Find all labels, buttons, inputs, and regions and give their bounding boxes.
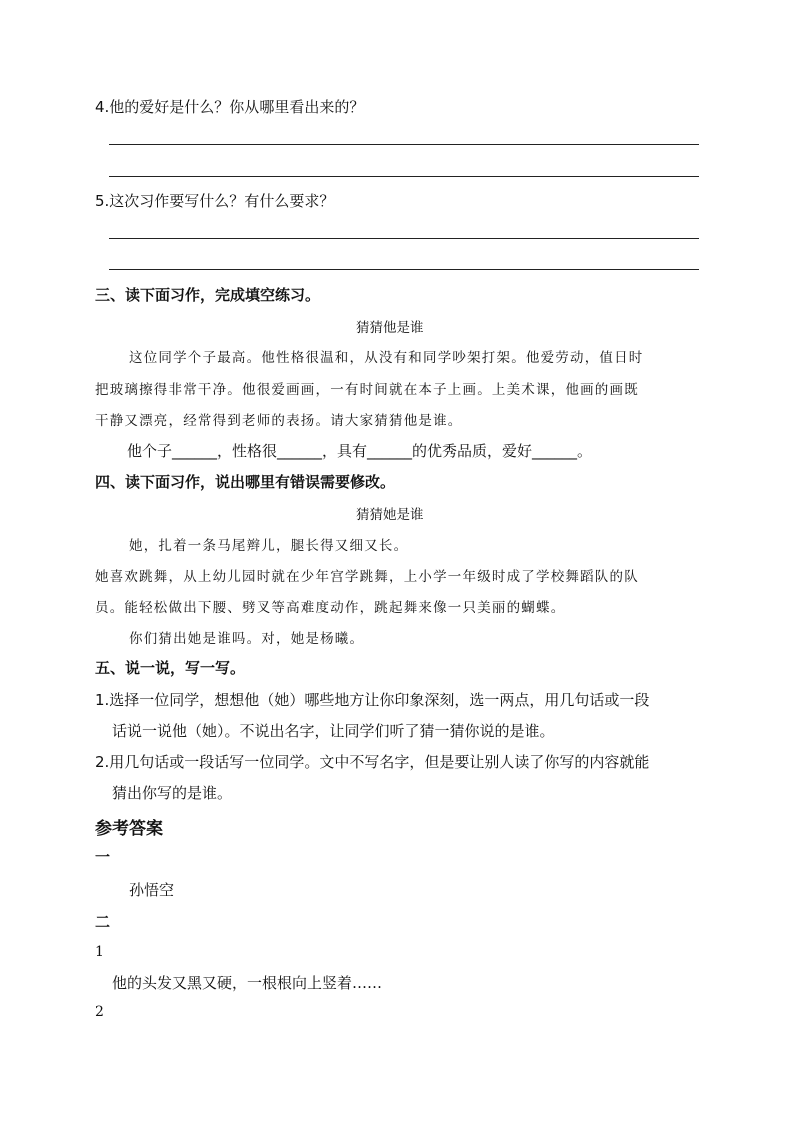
answer-item-number: 2 xyxy=(95,1004,104,1020)
essay-line: 她喜欢跳舞，从上幼儿园时就在少年宫学跳舞，上小学一年级时成了学校舞蹈队的队 xyxy=(95,569,639,585)
task-item-2-cont: 猜出你写的是谁。 xyxy=(112,784,233,802)
answer-line[interactable] xyxy=(109,144,699,145)
fill-in-blanks: 他个子______，性格很______，具有______的优秀品质，爱好______。 xyxy=(127,442,593,460)
essay-line: 你们猜出她是谁吗。对，她是杨曦。 xyxy=(129,631,365,647)
answer-part-1: 一 xyxy=(95,848,111,866)
answer-line[interactable] xyxy=(109,176,699,177)
question-5: 5.这次习作要写什么？有什么要求？ xyxy=(95,192,335,210)
essay-line: 她，扎着一条马尾辫儿，腿长得又细又长。 xyxy=(129,538,409,554)
section-5-heading: 五、说一说，写一写。 xyxy=(95,659,246,677)
answer-line[interactable] xyxy=(109,269,699,270)
essay-line: 员。能轻松做出下腰、劈叉等高难度动作，跳起舞来像一只美丽的蝴蝶。 xyxy=(95,600,566,616)
essay-line: 干静又漂亮，经常得到老师的表扬。请大家猜猜他是谁。 xyxy=(95,413,463,429)
answer-item-number: 1 xyxy=(95,944,104,960)
essay-title: 猜猜她是谁 xyxy=(356,507,424,523)
essay-line: 把玻璃擦得非常干净。他很爱画画，一有时间就在本子上画。上美术课，他画的画既 xyxy=(95,382,639,398)
answer-text: 他的头发又黑又硬，一根根向上竖着…… xyxy=(112,974,383,992)
answer-text: 孙悟空 xyxy=(129,881,175,899)
section-4-heading: 四、读下面习作，说出哪里有错误需要修改。 xyxy=(95,473,396,491)
essay-title: 猜猜他是谁 xyxy=(356,320,424,336)
task-item-1: 1.选择一位同学，想想他（她）哪些地方让你印象深刻，选一两点，用几句话或一段 xyxy=(95,691,650,709)
answer-line[interactable] xyxy=(109,238,699,239)
answer-part-2: 二 xyxy=(95,913,111,931)
answers-heading: 参考答案 xyxy=(95,819,163,839)
task-item-2: 2.用几句话或一段话写一位同学。文中不写名字，但是要让别人读了你写的内容就能 xyxy=(95,753,650,771)
section-3-heading: 三、读下面习作，完成填空练习。 xyxy=(95,286,321,304)
question-4: 4.他的爱好是什么？你从哪里看出来的？ xyxy=(95,98,365,116)
task-item-1-cont: 话说一说他（她）。不说出名字，让同学们听了猜一猜你说的是谁。 xyxy=(112,722,555,740)
essay-line: 这位同学个子最高。他性格很温和，从没有和同学吵架打架。他爱劳动，值日时 xyxy=(129,350,644,366)
